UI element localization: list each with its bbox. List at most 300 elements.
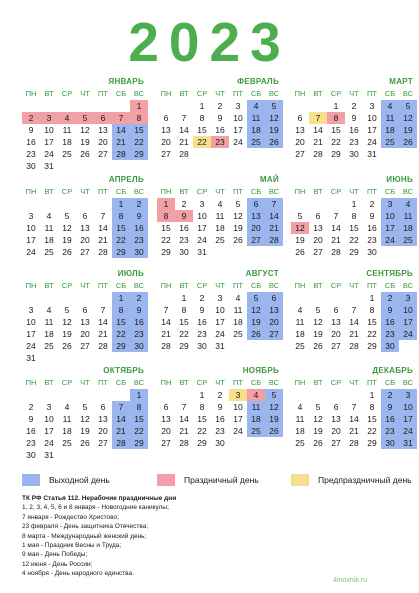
weekday-label: СБ bbox=[384, 378, 396, 387]
day-cell: 15 bbox=[112, 316, 130, 328]
day-cell: 8 bbox=[199, 402, 205, 412]
day-cell: 19 bbox=[80, 426, 90, 436]
day-cell: 15 bbox=[331, 125, 341, 135]
day-cell: 17 bbox=[381, 222, 399, 234]
month-block bbox=[291, 77, 417, 160]
day-cell: 26 bbox=[313, 438, 323, 448]
month-block bbox=[22, 77, 148, 172]
day-cell: 1 bbox=[199, 101, 205, 111]
day-cell: 3 bbox=[369, 101, 375, 111]
weekday-label: ПТ bbox=[98, 378, 108, 387]
month-name: ИЮНЬ bbox=[386, 175, 413, 184]
day-cell: 8 bbox=[369, 402, 375, 412]
day-cell: 16 bbox=[179, 223, 189, 233]
weekday-label: ПН bbox=[160, 378, 172, 387]
weekday-label: ЧТ bbox=[80, 187, 90, 196]
day-cell: 18 bbox=[295, 329, 305, 339]
year-title: 2023 bbox=[128, 11, 291, 73]
weekday-label: ВТ bbox=[313, 187, 323, 196]
day-cell: 16 bbox=[349, 125, 359, 135]
day-cell: 12 bbox=[233, 211, 243, 221]
day-cell: 9 bbox=[28, 125, 34, 135]
day-cell: 24 bbox=[44, 149, 54, 159]
day-cell: 10 bbox=[215, 305, 225, 315]
day-cell: 23 bbox=[26, 438, 36, 448]
day-cell: 27 bbox=[161, 438, 171, 448]
day-cell: 22 bbox=[331, 137, 341, 147]
day-cell: 24 bbox=[399, 328, 417, 340]
weekday-label: СБ bbox=[115, 378, 127, 387]
day-cell: 14 bbox=[313, 125, 323, 135]
day-cell: 5 bbox=[64, 211, 70, 221]
day-cell: 2 bbox=[381, 292, 399, 304]
day-cell: 1 bbox=[351, 199, 357, 209]
day-cell: 26 bbox=[80, 149, 90, 159]
day-cell: 24 bbox=[197, 235, 207, 245]
weekday-label: ВС bbox=[133, 281, 145, 290]
day-cell: 9 bbox=[369, 211, 375, 221]
day-cell: 3 bbox=[217, 293, 223, 303]
day-cell: 3 bbox=[229, 389, 247, 401]
day-cell: 21 bbox=[179, 137, 189, 147]
day-cell: 31 bbox=[44, 450, 54, 460]
day-cell: 13 bbox=[80, 223, 90, 233]
day-cell: 28 bbox=[265, 234, 283, 246]
day-cell: 10 bbox=[44, 414, 54, 424]
day-cell: 25 bbox=[295, 341, 305, 351]
day-cell: 23 bbox=[197, 329, 207, 339]
weekday-label: ЧТ bbox=[80, 378, 90, 387]
weekday-label: ЧТ bbox=[215, 89, 225, 98]
weekday-label: СР bbox=[196, 89, 208, 98]
weekday-label: ВТ bbox=[313, 378, 323, 387]
day-cell: 21 bbox=[349, 329, 359, 339]
day-cell: 8 bbox=[181, 305, 187, 315]
day-cell: 14 bbox=[179, 125, 189, 135]
weekday-label: ВТ bbox=[44, 89, 54, 98]
weekday-label: СР bbox=[61, 89, 73, 98]
day-cell: 5 bbox=[64, 305, 70, 315]
day-cell: 21 bbox=[112, 136, 130, 148]
day-cell: 15 bbox=[112, 222, 130, 234]
day-cell: 25 bbox=[62, 438, 72, 448]
day-cell: 15 bbox=[197, 414, 207, 424]
day-cell: 11 bbox=[44, 317, 54, 327]
weekday-label: ВТ bbox=[313, 89, 323, 98]
month-block bbox=[157, 175, 283, 258]
day-cell: 18 bbox=[44, 235, 54, 245]
day-cell: 17 bbox=[233, 125, 243, 135]
day-cell: 2 bbox=[351, 101, 357, 111]
month-block bbox=[22, 269, 148, 364]
day-cell: 10 bbox=[44, 125, 54, 135]
month-name: ИЮЛЬ bbox=[117, 269, 144, 278]
day-cell: 1 bbox=[157, 198, 175, 210]
day-cell: 2 bbox=[130, 198, 148, 210]
day-cell: 25 bbox=[233, 329, 243, 339]
day-cell: 14 bbox=[349, 414, 359, 424]
day-cell: 4 bbox=[46, 211, 52, 221]
day-cell: 14 bbox=[112, 124, 130, 136]
day-cell: 27 bbox=[331, 438, 341, 448]
weekday-label: ПН bbox=[160, 89, 172, 98]
day-cell: 18 bbox=[247, 413, 265, 425]
weekday-label: ВС bbox=[402, 281, 414, 290]
day-cell: 7 bbox=[112, 112, 130, 124]
day-cell: 31 bbox=[399, 437, 417, 449]
day-cell: 14 bbox=[98, 317, 108, 327]
day-cell: 17 bbox=[44, 137, 54, 147]
day-cell: 20 bbox=[331, 329, 341, 339]
day-cell: 17 bbox=[215, 317, 225, 327]
day-cell: 6 bbox=[315, 211, 321, 221]
day-cell: 21 bbox=[265, 222, 283, 234]
weekday-label: ВС bbox=[402, 89, 414, 98]
day-cell: 4 bbox=[247, 100, 265, 112]
day-cell: 23 bbox=[381, 425, 399, 437]
day-cell: 30 bbox=[215, 438, 225, 448]
day-cell: 4 bbox=[247, 389, 265, 401]
weekday-label: ПТ bbox=[367, 281, 377, 290]
weekday-label: ЧТ bbox=[215, 187, 225, 196]
day-cell: 8 bbox=[157, 210, 175, 222]
day-cell: 26 bbox=[265, 425, 283, 437]
day-cell: 18 bbox=[233, 317, 243, 327]
day-cell: 15 bbox=[367, 317, 377, 327]
day-cell: 19 bbox=[265, 124, 283, 136]
weekday-header bbox=[22, 280, 148, 292]
day-cell: 19 bbox=[313, 329, 323, 339]
day-cell: 17 bbox=[399, 413, 417, 425]
day-cell: 12 bbox=[291, 222, 309, 234]
day-cell: 8 bbox=[112, 304, 130, 316]
day-cell: 4 bbox=[235, 293, 241, 303]
notes-line: 1, 2, 3, 4, 5, 6 и 8 января - Новогодние каникулы; bbox=[22, 504, 169, 512]
day-cell: 19 bbox=[247, 316, 265, 328]
month-block bbox=[157, 269, 283, 352]
day-cell: 21 bbox=[349, 426, 359, 436]
day-cell: 19 bbox=[62, 329, 72, 339]
day-cell: 3 bbox=[46, 402, 52, 412]
day-cell: 13 bbox=[331, 414, 341, 424]
weekday-label: ЧТ bbox=[349, 187, 359, 196]
day-cell: 20 bbox=[331, 426, 341, 436]
site-link[interactable]: 4inovnik.ru bbox=[333, 577, 367, 584]
day-cell: 31 bbox=[215, 341, 225, 351]
day-cell: 7 bbox=[265, 198, 283, 210]
day-cell: 28 bbox=[331, 247, 341, 257]
month-name: АВГУСТ bbox=[245, 269, 279, 278]
weekday-label: ПТ bbox=[233, 378, 243, 387]
month-name: МАРТ bbox=[389, 77, 413, 86]
weekday-label: СБ bbox=[250, 187, 262, 196]
day-cell: 15 bbox=[130, 124, 148, 136]
weekday-label: ВТ bbox=[44, 187, 54, 196]
day-cell: 19 bbox=[399, 124, 417, 136]
day-cell: 28 bbox=[349, 341, 359, 351]
weekday-header bbox=[157, 186, 283, 198]
day-cell: 28 bbox=[98, 247, 108, 257]
day-cell: 24 bbox=[381, 234, 399, 246]
day-cell: 30 bbox=[130, 246, 148, 258]
day-cell: 6 bbox=[247, 198, 265, 210]
day-cell: 7 bbox=[100, 211, 106, 221]
day-cell: 25 bbox=[62, 149, 72, 159]
weekday-label: ПН bbox=[25, 89, 37, 98]
day-cell: 7 bbox=[309, 112, 327, 124]
day-cell: 15 bbox=[367, 414, 377, 424]
weekday-label: ПН bbox=[25, 378, 37, 387]
month-block bbox=[291, 366, 417, 449]
day-cell: 12 bbox=[313, 414, 323, 424]
day-cell: 11 bbox=[62, 125, 72, 135]
day-cell: 18 bbox=[62, 137, 72, 147]
day-cell: 23 bbox=[130, 234, 148, 246]
day-cell: 4 bbox=[64, 402, 70, 412]
day-cell: 14 bbox=[161, 317, 171, 327]
day-cell: 26 bbox=[295, 247, 305, 257]
day-cell: 13 bbox=[313, 223, 323, 233]
weekday-label: ЧТ bbox=[80, 89, 90, 98]
weekday-header bbox=[22, 88, 148, 100]
weekday-label: СБ bbox=[115, 281, 127, 290]
day-cell: 13 bbox=[295, 125, 305, 135]
month-block bbox=[22, 366, 148, 461]
day-cell: 29 bbox=[331, 149, 341, 159]
day-cell: 7 bbox=[351, 402, 357, 412]
day-cell: 28 bbox=[161, 341, 171, 351]
weekday-label: СБ bbox=[384, 281, 396, 290]
day-cell: 11 bbox=[44, 223, 54, 233]
weekday-header bbox=[291, 377, 417, 389]
day-cell: 9 bbox=[381, 304, 399, 316]
day-cell: 18 bbox=[381, 124, 399, 136]
day-cell: 19 bbox=[233, 223, 243, 233]
day-cell: 28 bbox=[179, 438, 189, 448]
day-cell: 21 bbox=[331, 235, 341, 245]
day-cell: 10 bbox=[399, 401, 417, 413]
day-cell: 5 bbox=[297, 211, 303, 221]
day-cell: 29 bbox=[161, 247, 171, 257]
day-cell: 26 bbox=[233, 235, 243, 245]
weekday-label: ВС bbox=[133, 187, 145, 196]
day-cell: 23 bbox=[349, 137, 359, 147]
day-cell: 7 bbox=[333, 211, 339, 221]
day-cell: 6 bbox=[82, 305, 88, 315]
day-cell: 27 bbox=[80, 247, 90, 257]
day-cell: 26 bbox=[313, 341, 323, 351]
day-cell: 12 bbox=[313, 317, 323, 327]
day-cell: 6 bbox=[163, 402, 169, 412]
day-cell: 22 bbox=[112, 234, 130, 246]
weekday-label: ВС bbox=[402, 378, 414, 387]
day-cell: 17 bbox=[26, 235, 36, 245]
day-cell: 3 bbox=[28, 305, 34, 315]
weekday-header bbox=[157, 377, 283, 389]
day-cell: 31 bbox=[44, 161, 54, 171]
day-cell: 4 bbox=[297, 402, 303, 412]
day-cell: 13 bbox=[98, 125, 108, 135]
day-cell: 25 bbox=[247, 136, 265, 148]
day-cell: 12 bbox=[80, 414, 90, 424]
day-cell: 16 bbox=[381, 316, 399, 328]
day-cell: 18 bbox=[215, 223, 225, 233]
day-cell: 7 bbox=[351, 305, 357, 315]
day-cell: 6 bbox=[297, 113, 303, 123]
day-cell: 2 bbox=[199, 293, 205, 303]
day-cell: 13 bbox=[98, 414, 108, 424]
notes-line: 8 марта - Международный женский день; bbox=[22, 532, 147, 540]
day-cell: 15 bbox=[349, 223, 359, 233]
day-cell: 1 bbox=[112, 198, 130, 210]
weekday-label: ПТ bbox=[98, 187, 108, 196]
day-cell: 2 bbox=[130, 292, 148, 304]
day-cell: 24 bbox=[233, 137, 243, 147]
day-cell: 12 bbox=[399, 112, 417, 124]
day-cell: 26 bbox=[265, 136, 283, 148]
weekday-label: СР bbox=[330, 89, 342, 98]
day-cell: 20 bbox=[265, 316, 283, 328]
month-block bbox=[291, 175, 417, 258]
day-cell: 15 bbox=[179, 317, 189, 327]
day-cell: 25 bbox=[247, 425, 265, 437]
day-cell: 24 bbox=[44, 438, 54, 448]
notes-line: 7 января - Рождество Христово; bbox=[22, 513, 119, 521]
day-cell: 31 bbox=[367, 149, 377, 159]
day-cell: 30 bbox=[367, 247, 377, 257]
weekday-label: ЧТ bbox=[349, 89, 359, 98]
day-cell: 14 bbox=[331, 223, 341, 233]
day-cell: 13 bbox=[80, 317, 90, 327]
day-cell: 23 bbox=[179, 235, 189, 245]
day-cell: 10 bbox=[197, 211, 207, 221]
day-cell: 6 bbox=[94, 112, 112, 124]
day-cell: 6 bbox=[333, 305, 339, 315]
day-cell: 27 bbox=[98, 149, 108, 159]
day-cell: 8 bbox=[369, 305, 375, 315]
day-cell: 11 bbox=[381, 112, 399, 124]
day-cell: 8 bbox=[112, 210, 130, 222]
month-name: АПРЕЛЬ bbox=[108, 175, 144, 184]
day-cell: 17 bbox=[233, 414, 243, 424]
day-cell: 13 bbox=[331, 317, 341, 327]
notes-title: ТК РФ Статья 112. Нерабочие праздничные дни bbox=[22, 495, 177, 502]
day-cell: 17 bbox=[399, 316, 417, 328]
legend-holiday-swatch bbox=[157, 474, 175, 486]
day-cell: 12 bbox=[247, 304, 265, 316]
day-cell: 6 bbox=[265, 292, 283, 304]
day-cell: 26 bbox=[62, 247, 72, 257]
weekday-label: СР bbox=[330, 378, 342, 387]
day-cell: 22 bbox=[349, 235, 359, 245]
weekday-header bbox=[157, 88, 283, 100]
day-cell: 7 bbox=[181, 113, 187, 123]
day-cell: 21 bbox=[313, 137, 323, 147]
weekday-label: СБ bbox=[115, 187, 127, 196]
weekday-label: ЧТ bbox=[349, 281, 359, 290]
weekday-label: СБ bbox=[384, 89, 396, 98]
notes-line: 4 ноября - День народного единства. bbox=[22, 570, 134, 578]
day-cell: 17 bbox=[367, 125, 377, 135]
day-cell: 20 bbox=[313, 235, 323, 245]
weekday-label: ВТ bbox=[313, 281, 323, 290]
day-cell: 26 bbox=[399, 136, 417, 148]
day-cell: 16 bbox=[130, 222, 148, 234]
weekday-label: ПТ bbox=[233, 281, 243, 290]
weekday-label: ЧТ bbox=[215, 378, 225, 387]
notes-line: 23 февраля - День защитника Отечества; bbox=[22, 523, 149, 531]
day-cell: 11 bbox=[247, 112, 265, 124]
day-cell: 4 bbox=[399, 198, 417, 210]
day-cell: 25 bbox=[399, 234, 417, 246]
day-cell: 11 bbox=[295, 414, 305, 424]
day-cell: 9 bbox=[351, 113, 357, 123]
day-cell: 13 bbox=[265, 304, 283, 316]
weekday-label: ВТ bbox=[179, 281, 189, 290]
day-cell: 22 bbox=[112, 328, 130, 340]
day-cell: 20 bbox=[80, 329, 90, 339]
day-cell: 4 bbox=[58, 112, 76, 124]
month-block bbox=[157, 366, 283, 449]
day-cell: 10 bbox=[233, 402, 243, 412]
weekday-label: ВТ bbox=[179, 89, 189, 98]
weekday-label: ЧТ bbox=[349, 378, 359, 387]
day-cell: 27 bbox=[161, 149, 171, 159]
day-cell: 30 bbox=[26, 450, 36, 460]
day-cell: 1 bbox=[130, 100, 148, 112]
day-cell: 26 bbox=[247, 328, 265, 340]
day-cell: 28 bbox=[98, 341, 108, 351]
day-cell: 12 bbox=[80, 125, 90, 135]
day-cell: 19 bbox=[62, 235, 72, 245]
day-cell: 15 bbox=[197, 125, 207, 135]
day-cell: 14 bbox=[112, 413, 130, 425]
day-cell: 22 bbox=[367, 426, 377, 436]
day-cell: 19 bbox=[295, 235, 305, 245]
day-cell: 5 bbox=[265, 100, 283, 112]
day-cell: 14 bbox=[265, 210, 283, 222]
day-cell: 23 bbox=[211, 136, 229, 148]
day-cell: 16 bbox=[197, 317, 207, 327]
weekday-label: СР bbox=[61, 187, 73, 196]
day-cell: 29 bbox=[367, 438, 377, 448]
day-cell: 21 bbox=[161, 329, 171, 339]
day-cell: 25 bbox=[381, 136, 399, 148]
day-cell: 11 bbox=[295, 317, 305, 327]
day-cell: 4 bbox=[46, 305, 52, 315]
day-cell: 23 bbox=[381, 328, 399, 340]
weekday-label: ВС bbox=[268, 281, 280, 290]
day-cell: 30 bbox=[197, 341, 207, 351]
weekday-label: СБ bbox=[250, 89, 262, 98]
day-cell: 18 bbox=[295, 426, 305, 436]
weekday-label: ВС bbox=[133, 89, 145, 98]
day-cell: 31 bbox=[197, 247, 207, 257]
day-cell: 11 bbox=[247, 401, 265, 413]
weekday-label: ПН bbox=[294, 89, 306, 98]
weekday-label: ПН bbox=[25, 187, 37, 196]
day-cell: 25 bbox=[44, 247, 54, 257]
day-cell: 19 bbox=[80, 137, 90, 147]
day-cell: 24 bbox=[26, 341, 36, 351]
weekday-label: ВС bbox=[133, 378, 145, 387]
day-cell: 4 bbox=[381, 100, 399, 112]
weekday-label: ПТ bbox=[367, 187, 377, 196]
weekday-label: ЧТ bbox=[80, 281, 90, 290]
day-cell: 10 bbox=[399, 304, 417, 316]
day-cell: 23 bbox=[367, 235, 377, 245]
day-cell: 5 bbox=[315, 305, 321, 315]
